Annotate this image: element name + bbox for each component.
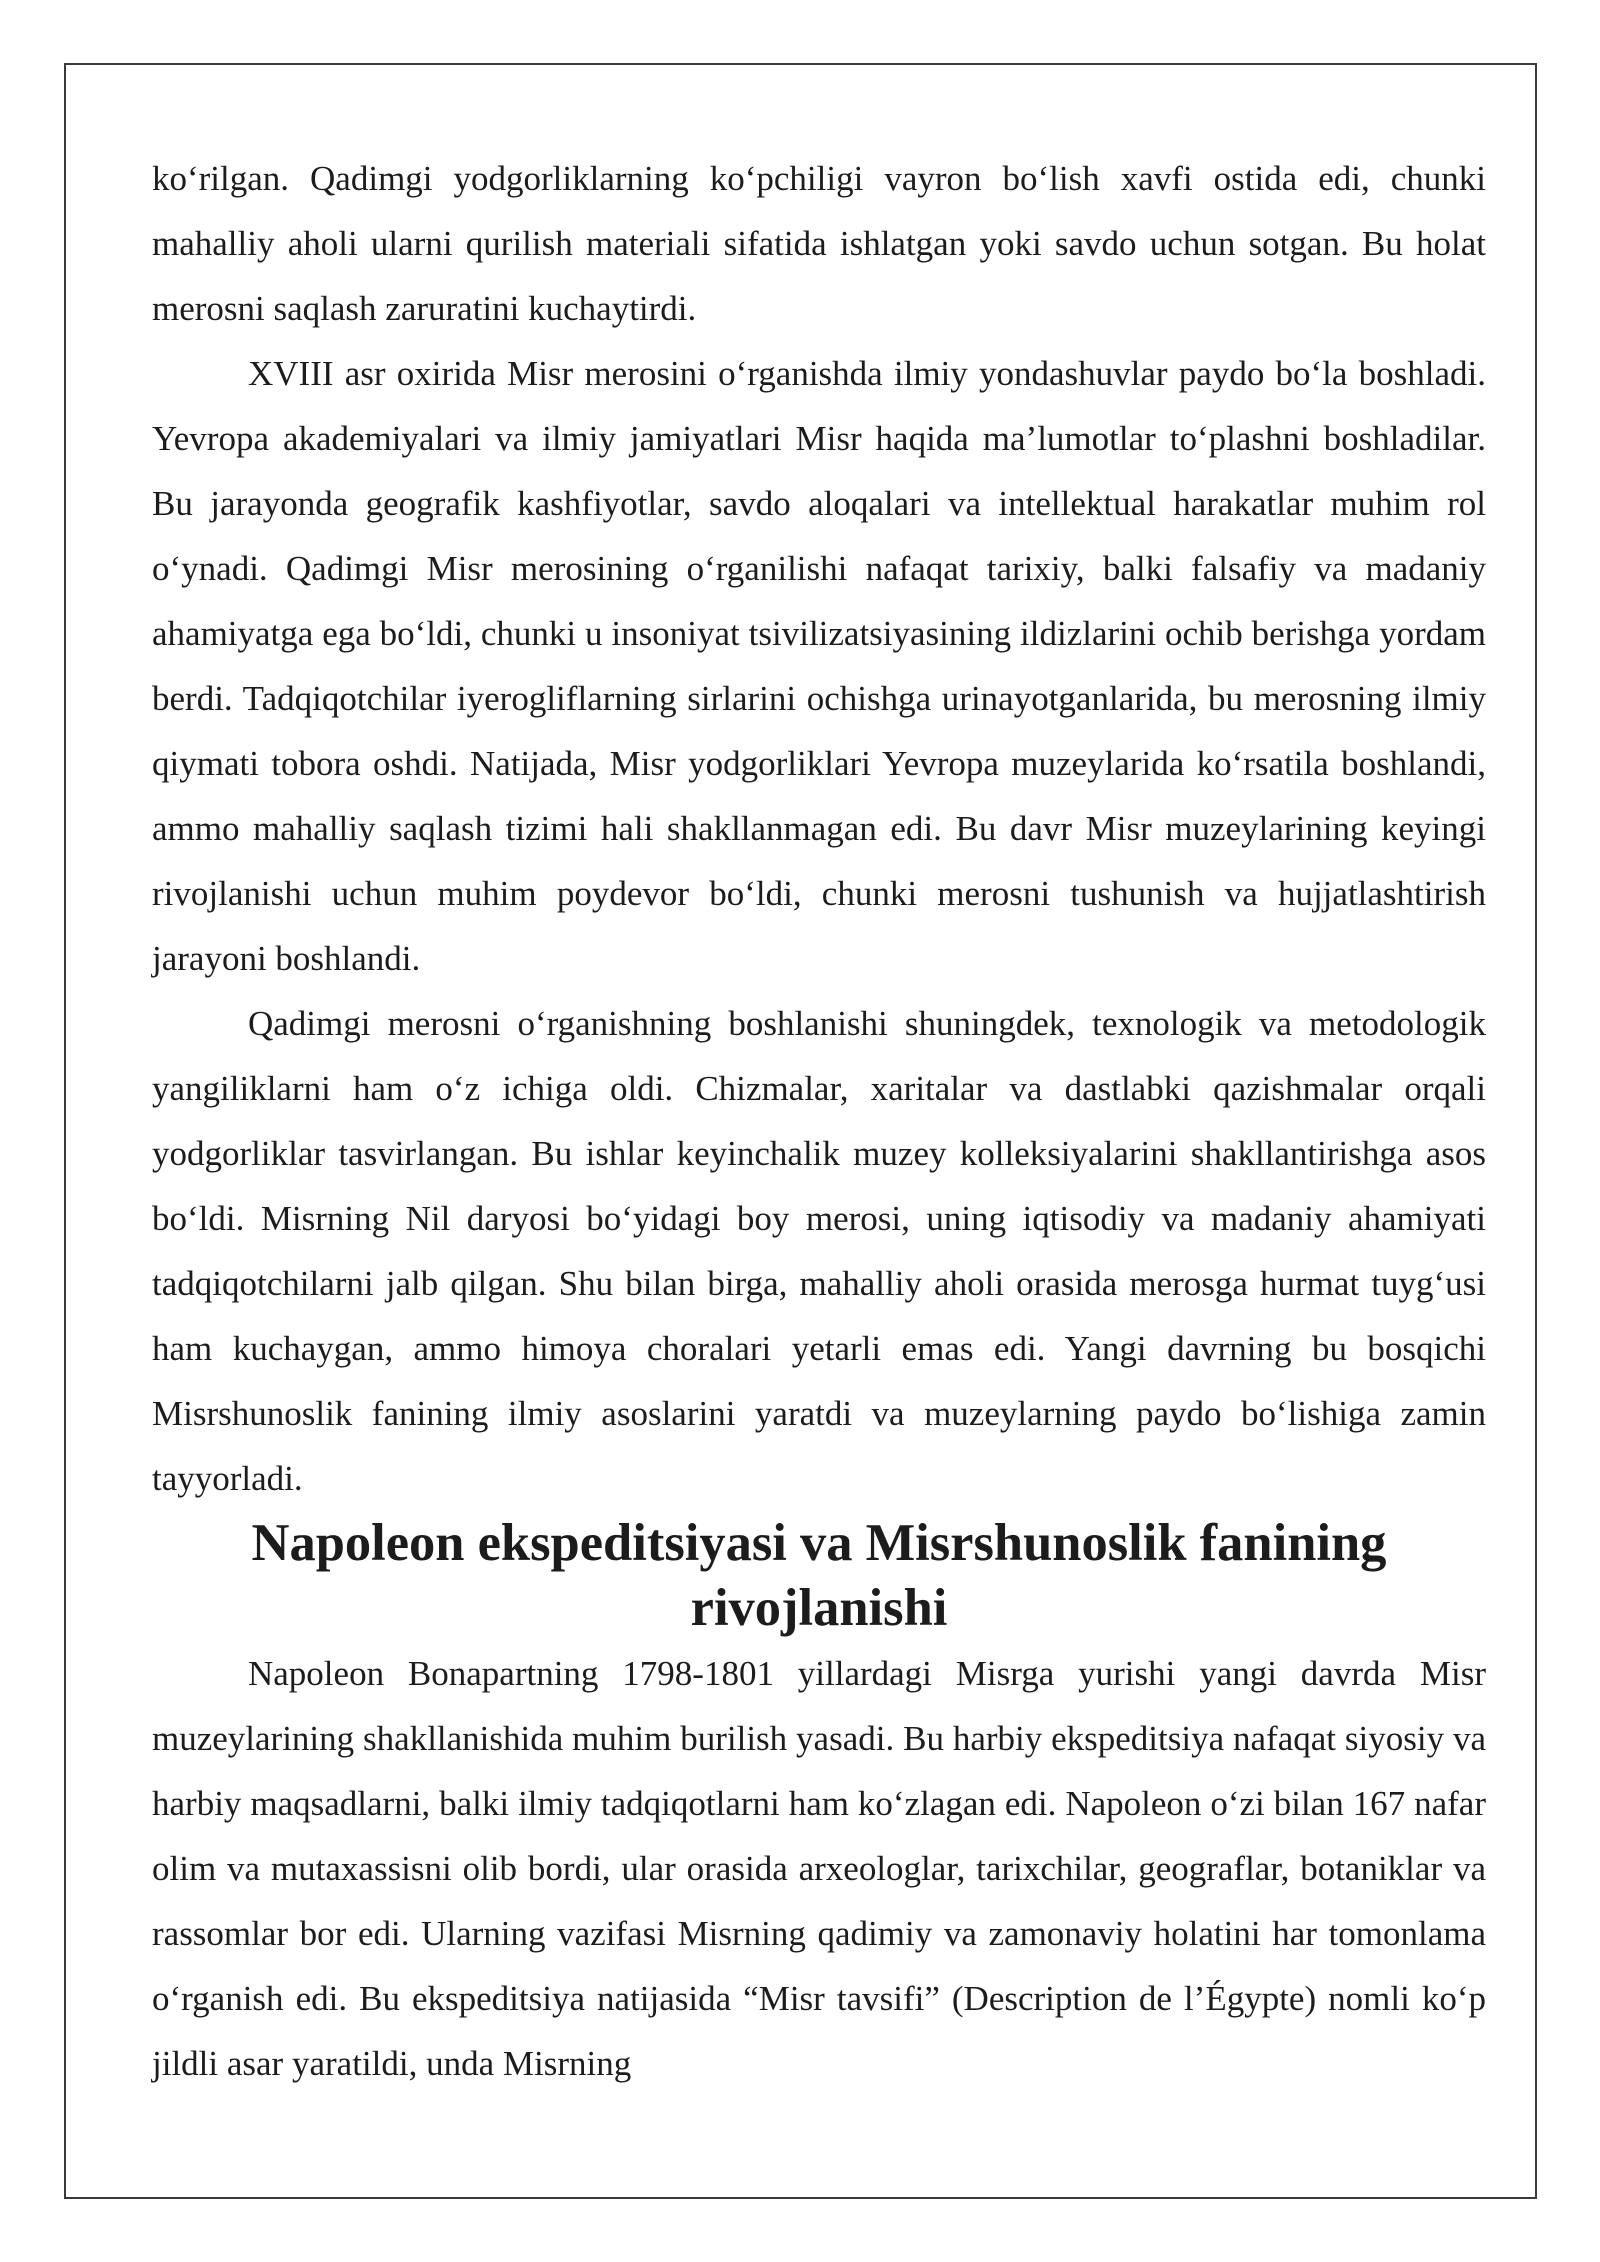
paragraph-2: XVIII asr oxirida Misr merosini o‘rganishda ilmiy yondashuvlar paydo bo‘la boshladi. Yevropa akademiyalari va ilmiy jamiyatlari Misr haqida ma’lumotlar to‘plashni boshladilar. Bu jarayonda geografik kashfiyotlar, savdo aloqalari va intellektual harakatlar muhim rol o‘ynadi. Qadimgi Misr merosining o‘rganilishi nafaqat tarixiy, balki falsafiy va madaniy ahamiyatga ega bo‘ldi, chunki u insoniyat tsivilizatsiyasining ildizlarini ochib berishga yordam berdi. Tadqiqotchilar iyerogliflarning sirlarini ochishga urinayotganlarida, bu merosning ilmiy qiymati tobora oshdi. Natijada, Misr yodgorliklari Yevropa muzeylarida ko‘rsatila boshlandi, ammo mahalliy saqlash tizimi hali shakllanmagan edi. Bu davr Misr muzeylarining keyingi rivojlanishi uchun muhim poydevor bo‘ldi, chunki merosni tushunish va hujjatlashtirish jarayoni boshlandi. — [152, 354, 1486, 978]
paragraph-3: Qadimgi merosni o‘rganishning boshlanishi shuningdek, texnologik va metodologik yangiliklarni ham o‘z ichiga oldi. Chizmalar, xaritalar va dastlabki qazishmalar orqali yodgorliklar tasvirlangan. Bu ishlar keyinchalik muzey kolleksiyalarini shakllantirishga asos bo‘ldi. Misrning Nil daryosi bo‘yidagi boy merosi, uning iqtisodiy va madaniy ahamiyati tadqiqotchilarni jalb qilgan. Shu bilan birga, mahalliy aholi orasida merosga hurmat tuyg‘usi ham kuchaygan, ammo himoya choralari yetarli emas edi. Yangi davrning bu bosqichi Misrshunoslik fanining ilmiy asoslarini yaratdi va muzeylarning paydo bo‘lishiga zamin tayyorladi. — [152, 1004, 1486, 1498]
paragraph-1: ko‘rilgan. Qadimgi yodgorliklarning ko‘pchiligi vayron bo‘lish xavfi ostida edi, chunki mahalliy aholi ularni qurilish materiali sifatida ishlatgan yoki savdo uchun sotgan. Bu holat merosni saqlash zaruratini kuchaytirdi. — [152, 159, 1486, 328]
document-body — [152, 146, 1486, 2096]
paragraph-4: Napoleon Bonapartning 1798-1801 yillardagi Misrga yurishi yangi davrda Misr muzeylarining shakllanishida muhim burilish yasadi. Bu harbiy ekspeditsiya nafaqat siyosiy va harbiy maqsadlarni, balki ilmiy tadqiqotlarni ham ko‘zlagan edi. Napoleon o‘zi bilan 167 nafar olim va mutaxassisni olib bordi, ular orasida arxeologlar, tarixchilar, geograflar, botaniklar va rassomlar bor edi. Ularning vazifasi Misrning qadimiy va zamonaviy holatini har tomonlama o‘rganish edi. Bu ekspeditsiya natijasida “Misr tavsifi” (Description de l’Égypte) nomli ko‘p jildli asar yaratildi, unda Misrning — [152, 1654, 1486, 2083]
section-heading: Napoleon ekspeditsiyasi va Misrshunoslik fanining rivojlanishi — [251, 1514, 1387, 1637]
